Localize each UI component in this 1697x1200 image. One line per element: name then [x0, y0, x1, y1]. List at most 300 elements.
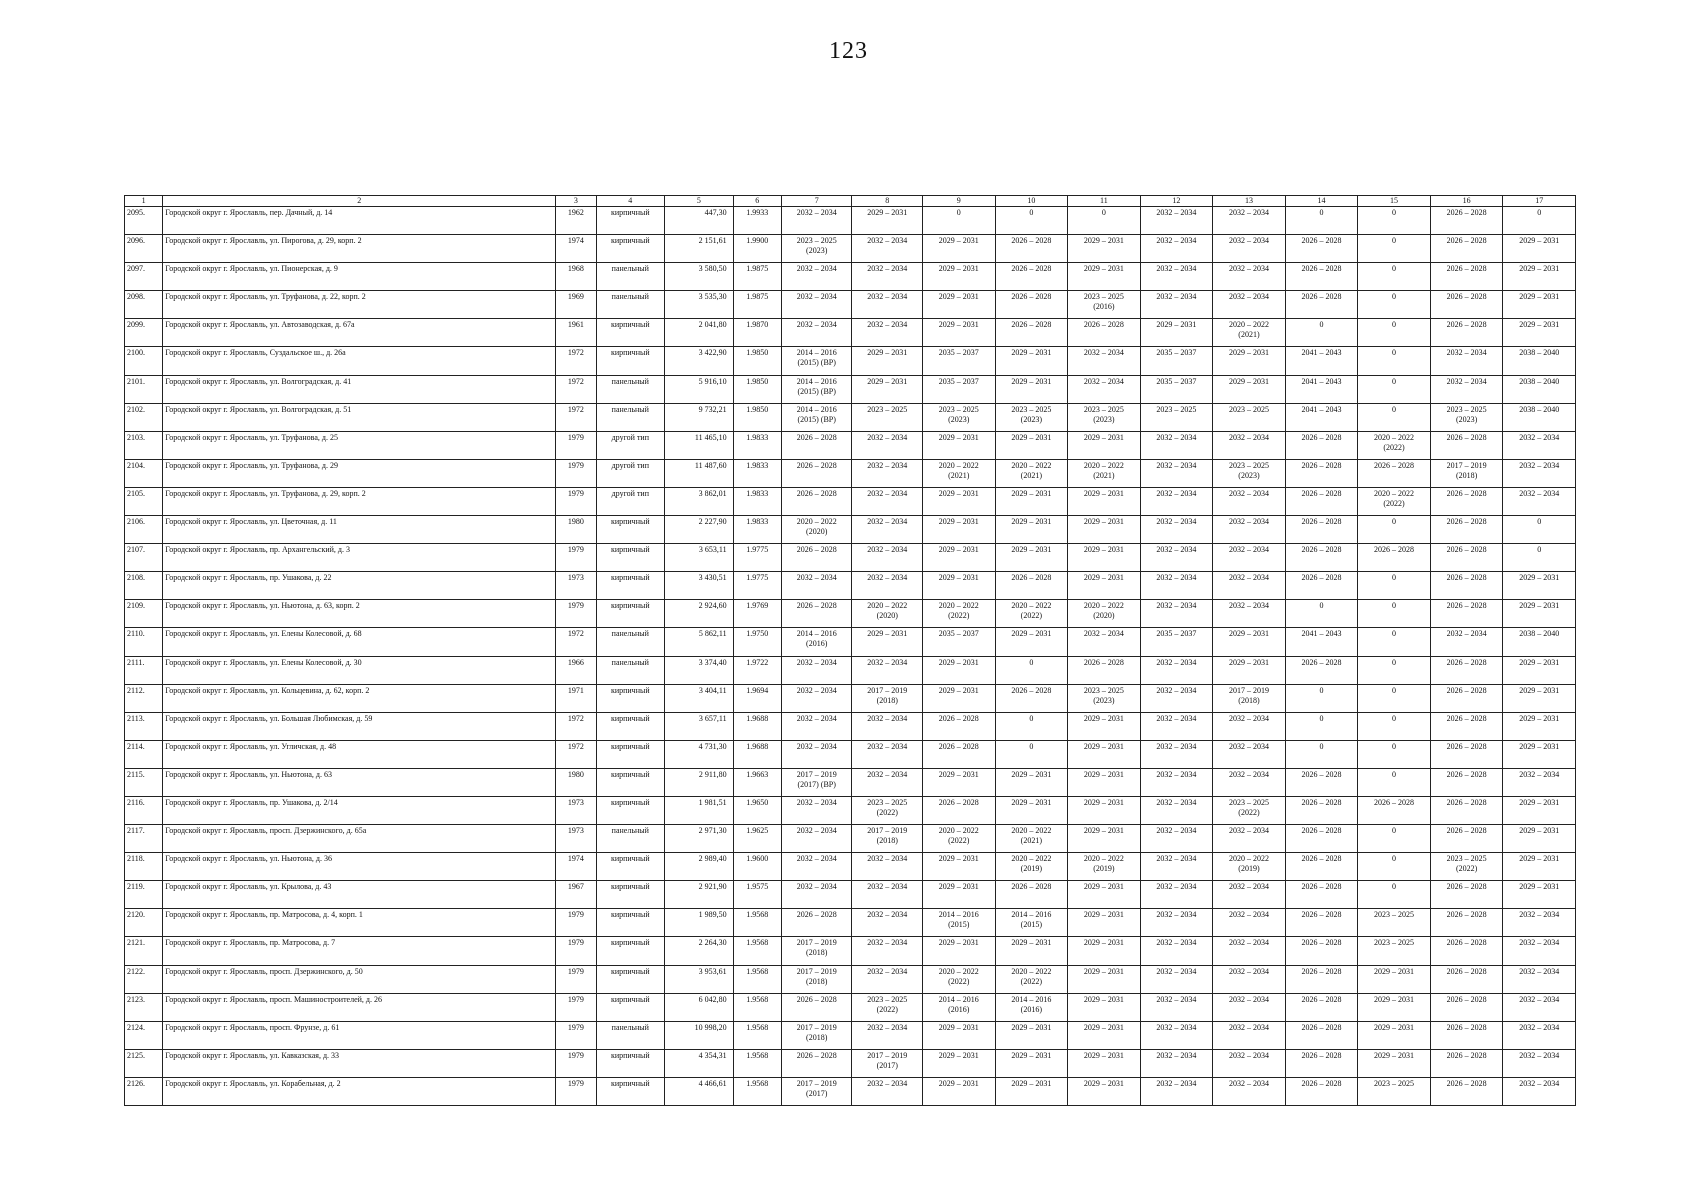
period-cell: 2020 – 2022 (2021)	[923, 459, 996, 487]
period-cell: 2017 – 2019 (2018)	[852, 825, 923, 853]
table-row	[125, 1077, 1576, 1105]
period-cell: 2032 – 2034	[1140, 740, 1213, 768]
period-cell: 2026 – 2028	[1430, 235, 1503, 263]
priority-cell: 1.9833	[733, 487, 781, 515]
period-cell: 2029 – 2031	[1503, 291, 1576, 319]
address-cell: Городской округ г. Ярославль, ул. Ньютона, д. 63	[163, 768, 556, 796]
priority-cell: 1.9870	[733, 319, 781, 347]
address-cell: Городской округ г. Ярославль, ул. Пионерская, д. 9	[163, 263, 556, 291]
period-cell: 2032 – 2034	[1213, 600, 1286, 628]
wall-material-cell: другой тип	[596, 487, 665, 515]
period-cell: 2029 – 2031	[923, 853, 996, 881]
address-cell: Городской округ г. Ярославль, ул. Волгоградская, д. 41	[163, 375, 556, 403]
year-cell: 1971	[556, 684, 596, 712]
period-cell: 0	[1358, 235, 1431, 263]
address-cell: Городской округ г. Ярославль, ул. Кавказская, д. 33	[163, 1049, 556, 1077]
period-cell: 0	[1285, 712, 1358, 740]
column-number: 3	[556, 196, 596, 207]
wall-material-cell: панельный	[596, 825, 665, 853]
wall-material-cell: кирпичный	[596, 881, 665, 909]
wall-material-cell: другой тип	[596, 459, 665, 487]
period-cell: 2020 – 2022 (2022)	[1358, 487, 1431, 515]
period-cell: 2032 – 2034	[852, 235, 923, 263]
period-cell: 2032 – 2034	[1503, 768, 1576, 796]
period-cell: 2032 – 2034	[1503, 993, 1576, 1021]
period-cell: 2023 – 2025 (2023)	[995, 403, 1068, 431]
period-cell: 2026 – 2028	[1430, 431, 1503, 459]
wall-material-cell: панельный	[596, 375, 665, 403]
column-number: 8	[852, 196, 923, 207]
priority-cell: 1.9933	[733, 207, 781, 235]
period-cell: 0	[1358, 375, 1431, 403]
row-number-cell: 2105.	[125, 487, 163, 515]
address-cell: Городской округ г. Ярославль, просп. Машиностроителей, д. 26	[163, 993, 556, 1021]
year-cell: 1972	[556, 347, 596, 375]
period-cell: 2029 – 2031	[923, 1049, 996, 1077]
wall-material-cell: кирпичный	[596, 1049, 665, 1077]
year-cell: 1979	[556, 909, 596, 937]
period-cell: 2032 – 2034	[1213, 1049, 1286, 1077]
wall-material-cell: кирпичный	[596, 684, 665, 712]
period-cell: 0	[1358, 291, 1431, 319]
period-cell: 0	[1358, 572, 1431, 600]
period-cell: 2014 – 2016 (2015) (ВР)	[781, 403, 852, 431]
period-cell: 2029 – 2031	[1503, 881, 1576, 909]
period-cell: 0	[1358, 516, 1431, 544]
period-cell: 2029 – 2031	[1503, 656, 1576, 684]
row-number-cell: 2118.	[125, 853, 163, 881]
wall-material-cell: кирпичный	[596, 796, 665, 824]
priority-cell: 1.9688	[733, 740, 781, 768]
period-cell: 2026 – 2028	[995, 263, 1068, 291]
period-cell: 2032 – 2034	[781, 796, 852, 824]
period-cell: 2029 – 2031	[995, 768, 1068, 796]
period-cell: 2026 – 2028	[1285, 263, 1358, 291]
period-cell: 2032 – 2034	[1068, 628, 1141, 656]
area-cell: 4 731,30	[665, 740, 734, 768]
period-cell: 2032 – 2034	[1140, 1077, 1213, 1105]
period-cell: 0	[1358, 740, 1431, 768]
table-row	[125, 796, 1576, 824]
period-cell: 2032 – 2034	[781, 572, 852, 600]
period-cell: 2026 – 2028	[1430, 768, 1503, 796]
priority-cell: 1.9575	[733, 881, 781, 909]
period-cell: 2026 – 2028	[1430, 1077, 1503, 1105]
period-cell: 2035 – 2037	[923, 375, 996, 403]
period-cell: 2029 – 2031	[1068, 740, 1141, 768]
period-cell: 2038 – 2040	[1503, 403, 1576, 431]
period-cell: 2029 – 2031	[1068, 431, 1141, 459]
priority-cell: 1.9568	[733, 993, 781, 1021]
area-cell: 3 374,40	[665, 656, 734, 684]
wall-material-cell: кирпичный	[596, 712, 665, 740]
period-cell: 2029 – 2031	[995, 431, 1068, 459]
period-cell: 2026 – 2028	[995, 684, 1068, 712]
year-cell: 1979	[556, 600, 596, 628]
period-cell: 2029 – 2031	[1140, 319, 1213, 347]
table-row	[125, 853, 1576, 881]
column-number: 16	[1430, 196, 1503, 207]
period-cell: 0	[1358, 207, 1431, 235]
period-cell: 2032 – 2034	[1140, 684, 1213, 712]
year-cell: 1973	[556, 796, 596, 824]
table-header	[125, 196, 1576, 207]
period-cell: 2029 – 2031	[1068, 796, 1141, 824]
period-cell: 2026 – 2028	[1430, 937, 1503, 965]
period-cell: 2026 – 2028	[1430, 1021, 1503, 1049]
period-cell: 2032 – 2034	[1140, 853, 1213, 881]
period-cell: 2032 – 2034	[1503, 431, 1576, 459]
period-cell: 0	[1285, 740, 1358, 768]
table-row	[125, 431, 1576, 459]
period-cell: 2032 – 2034	[1140, 712, 1213, 740]
period-cell: 2032 – 2034	[1140, 487, 1213, 515]
wall-material-cell: кирпичный	[596, 909, 665, 937]
period-cell: 2032 – 2034	[1503, 1049, 1576, 1077]
priority-cell: 1.9875	[733, 263, 781, 291]
period-cell: 2029 – 2031	[923, 937, 996, 965]
area-cell: 11 465,10	[665, 431, 734, 459]
wall-material-cell: панельный	[596, 403, 665, 431]
column-number: 11	[1068, 196, 1141, 207]
year-cell: 1966	[556, 656, 596, 684]
period-cell: 2032 – 2034	[1213, 740, 1286, 768]
period-cell: 2029 – 2031	[1503, 825, 1576, 853]
period-cell: 2026 – 2028	[1285, 1077, 1358, 1105]
period-cell: 2032 – 2034	[852, 516, 923, 544]
period-cell: 2029 – 2031	[852, 207, 923, 235]
table-row	[125, 825, 1576, 853]
period-cell: 2014 – 2016 (2015)	[923, 909, 996, 937]
period-cell: 2029 – 2031	[923, 291, 996, 319]
period-cell: 0	[1285, 684, 1358, 712]
period-cell: 2026 – 2028	[1430, 207, 1503, 235]
period-cell: 2026 – 2028	[1285, 909, 1358, 937]
year-cell: 1972	[556, 628, 596, 656]
period-cell: 0	[995, 207, 1068, 235]
wall-material-cell: кирпичный	[596, 740, 665, 768]
priority-cell: 1.9875	[733, 291, 781, 319]
period-cell: 2026 – 2028	[1285, 1021, 1358, 1049]
period-cell: 2026 – 2028	[781, 487, 852, 515]
period-cell: 2032 – 2034	[852, 459, 923, 487]
address-cell: Городской округ г. Ярославль, просп. Фрунзе, д. 61	[163, 1021, 556, 1049]
priority-cell: 1.9688	[733, 712, 781, 740]
priority-cell: 1.9750	[733, 628, 781, 656]
period-cell: 2020 – 2022 (2022)	[1358, 431, 1431, 459]
period-cell: 2026 – 2028	[1430, 487, 1503, 515]
table-row	[125, 768, 1576, 796]
year-cell: 1979	[556, 1049, 596, 1077]
period-cell: 2032 – 2034	[1213, 993, 1286, 1021]
priority-cell: 1.9650	[733, 796, 781, 824]
column-number-row	[125, 196, 1576, 207]
period-cell: 2014 – 2016 (2015) (ВР)	[781, 375, 852, 403]
address-cell: Городской округ г. Ярославль, ул. Труфанова, д. 29, корп. 2	[163, 487, 556, 515]
period-cell: 2029 – 2031	[923, 768, 996, 796]
period-cell: 2032 – 2034	[1213, 909, 1286, 937]
period-cell: 2020 – 2022 (2020)	[1068, 600, 1141, 628]
table-body	[125, 207, 1576, 1106]
period-cell: 2029 – 2031	[1503, 263, 1576, 291]
period-cell: 2032 – 2034	[1430, 347, 1503, 375]
priority-cell: 1.9568	[733, 1077, 781, 1105]
address-cell: Городской округ г. Ярославль, ул. Ньютона, д. 36	[163, 853, 556, 881]
period-cell: 2017 – 2019 (2017)	[781, 1077, 852, 1105]
priority-cell: 1.9625	[733, 825, 781, 853]
priority-cell: 1.9568	[733, 1049, 781, 1077]
table-row	[125, 516, 1576, 544]
area-cell: 1 989,50	[665, 909, 734, 937]
period-cell: 2032 – 2034	[1213, 768, 1286, 796]
period-cell: 2026 – 2028	[1430, 881, 1503, 909]
period-cell: 2029 – 2031	[923, 656, 996, 684]
period-cell: 2026 – 2028	[1430, 1049, 1503, 1077]
year-cell: 1962	[556, 207, 596, 235]
table-row	[125, 881, 1576, 909]
address-cell: Городской округ г. Ярославль, ул. Труфанова, д. 25	[163, 431, 556, 459]
period-cell: 2026 – 2028	[781, 909, 852, 937]
period-cell: 2029 – 2031	[1068, 937, 1141, 965]
period-cell: 2032 – 2034	[1213, 516, 1286, 544]
table-row	[125, 375, 1576, 403]
year-cell: 1972	[556, 740, 596, 768]
wall-material-cell: кирпичный	[596, 993, 665, 1021]
period-cell: 2029 – 2031	[995, 347, 1068, 375]
period-cell: 0	[1358, 263, 1431, 291]
period-cell: 2032 – 2034	[1140, 768, 1213, 796]
column-number: 7	[781, 196, 852, 207]
period-cell: 2032 – 2034	[1140, 572, 1213, 600]
period-cell: 0	[1358, 628, 1431, 656]
period-cell: 2032 – 2034	[852, 1077, 923, 1105]
area-cell: 9 732,21	[665, 403, 734, 431]
period-cell: 0	[1358, 881, 1431, 909]
period-cell: 2014 – 2016 (2016)	[781, 628, 852, 656]
period-cell: 2038 – 2040	[1503, 347, 1576, 375]
priority-cell: 1.9833	[733, 459, 781, 487]
area-cell: 3 657,11	[665, 712, 734, 740]
row-number-cell: 2108.	[125, 572, 163, 600]
column-number: 15	[1358, 196, 1431, 207]
period-cell: 2026 – 2028	[1430, 740, 1503, 768]
year-cell: 1973	[556, 572, 596, 600]
period-cell: 2032 – 2034	[852, 712, 923, 740]
year-cell: 1980	[556, 768, 596, 796]
period-cell: 2032 – 2034	[781, 656, 852, 684]
address-cell: Городской округ г. Ярославль, ул. Крылова, д. 43	[163, 881, 556, 909]
row-number-cell: 2110.	[125, 628, 163, 656]
priority-cell: 1.9775	[733, 544, 781, 572]
period-cell: 2032 – 2034	[781, 684, 852, 712]
period-cell: 2020 – 2022 (2022)	[995, 965, 1068, 993]
period-cell: 0	[1285, 600, 1358, 628]
period-cell: 2032 – 2034	[852, 881, 923, 909]
period-cell: 2029 – 2031	[1068, 993, 1141, 1021]
row-number-cell: 2097.	[125, 263, 163, 291]
priority-cell: 1.9769	[733, 600, 781, 628]
wall-material-cell: панельный	[596, 291, 665, 319]
period-cell: 2029 – 2031	[852, 375, 923, 403]
wall-material-cell: кирпичный	[596, 347, 665, 375]
table-row	[125, 600, 1576, 628]
period-cell: 2014 – 2016 (2016)	[923, 993, 996, 1021]
period-cell: 2029 – 2031	[1503, 740, 1576, 768]
period-cell: 0	[1358, 347, 1431, 375]
priority-cell: 1.9850	[733, 375, 781, 403]
period-cell: 2023 – 2025	[1140, 403, 1213, 431]
period-cell: 2026 – 2028	[923, 712, 996, 740]
period-cell: 2032 – 2034	[852, 853, 923, 881]
year-cell: 1979	[556, 937, 596, 965]
period-cell: 2029 – 2031	[1068, 516, 1141, 544]
period-cell: 2026 – 2028	[1430, 965, 1503, 993]
period-cell: 2032 – 2034	[1068, 375, 1141, 403]
period-cell: 2032 – 2034	[781, 825, 852, 853]
period-cell: 2023 – 2025 (2023)	[923, 403, 996, 431]
period-cell: 2026 – 2028	[1285, 572, 1358, 600]
period-cell: 2026 – 2028	[781, 600, 852, 628]
period-cell: 2020 – 2022 (2019)	[1068, 853, 1141, 881]
period-cell: 2032 – 2034	[1503, 909, 1576, 937]
year-cell: 1972	[556, 712, 596, 740]
period-cell: 2029 – 2031	[1358, 993, 1431, 1021]
period-cell: 2032 – 2034	[1140, 431, 1213, 459]
address-cell: Городской округ г. Ярославль, пр. Матросова, д. 4, корп. 1	[163, 909, 556, 937]
period-cell: 2032 – 2034	[1140, 909, 1213, 937]
period-cell: 2029 – 2031	[1358, 1021, 1431, 1049]
year-cell: 1979	[556, 544, 596, 572]
period-cell: 2026 – 2028	[1430, 909, 1503, 937]
period-cell: 2032 – 2034	[1213, 572, 1286, 600]
period-cell: 2032 – 2034	[1140, 207, 1213, 235]
period-cell: 2032 – 2034	[1213, 207, 1286, 235]
period-cell: 2023 – 2025 (2023)	[781, 235, 852, 263]
period-cell: 2029 – 2031	[1213, 347, 1286, 375]
period-cell: 2032 – 2034	[852, 319, 923, 347]
area-cell: 4 354,31	[665, 1049, 734, 1077]
column-number: 14	[1285, 196, 1358, 207]
period-cell: 0	[1358, 600, 1431, 628]
period-cell: 2032 – 2034	[1068, 347, 1141, 375]
wall-material-cell: кирпичный	[596, 1077, 665, 1105]
period-cell: 2026 – 2028	[1358, 459, 1431, 487]
address-cell: Городской округ г. Ярославль, ул. Труфанова, д. 22, корп. 2	[163, 291, 556, 319]
period-cell: 2032 – 2034	[1140, 291, 1213, 319]
column-number: 13	[1213, 196, 1286, 207]
column-number: 12	[1140, 196, 1213, 207]
row-number-cell: 2116.	[125, 796, 163, 824]
period-cell: 2032 – 2034	[1140, 1021, 1213, 1049]
period-cell: 2026 – 2028	[1285, 1049, 1358, 1077]
period-cell: 2032 – 2034	[1140, 825, 1213, 853]
period-cell: 2029 – 2031	[1503, 600, 1576, 628]
address-cell: Городской округ г. Ярославль, ул. Пирогова, д. 29, корп. 2	[163, 235, 556, 263]
area-cell: 3 862,01	[665, 487, 734, 515]
table-row	[125, 965, 1576, 993]
period-cell: 2026 – 2028	[1285, 965, 1358, 993]
period-cell: 2020 – 2022 (2021)	[1213, 319, 1286, 347]
period-cell: 2029 – 2031	[1068, 965, 1141, 993]
period-cell: 2029 – 2031	[923, 235, 996, 263]
period-cell: 2029 – 2031	[1503, 572, 1576, 600]
period-cell: 2020 – 2022 (2019)	[1213, 853, 1286, 881]
period-cell: 2020 – 2022 (2022)	[923, 825, 996, 853]
period-cell: 2023 – 2025	[852, 403, 923, 431]
year-cell: 1967	[556, 881, 596, 909]
column-number: 10	[995, 196, 1068, 207]
area-cell: 6 042,80	[665, 993, 734, 1021]
period-cell: 2026 – 2028	[1285, 881, 1358, 909]
area-cell: 3 953,61	[665, 965, 734, 993]
area-cell: 5 862,11	[665, 628, 734, 656]
period-cell: 2026 – 2028	[1068, 319, 1141, 347]
year-cell: 1979	[556, 487, 596, 515]
wall-material-cell: кирпичный	[596, 235, 665, 263]
period-cell: 2032 – 2034	[781, 881, 852, 909]
period-cell: 2032 – 2034	[852, 1021, 923, 1049]
table-row	[125, 1049, 1576, 1077]
table-row	[125, 937, 1576, 965]
period-cell: 2026 – 2028	[1430, 572, 1503, 600]
period-cell: 2032 – 2034	[1140, 881, 1213, 909]
period-cell: 2017 – 2019 (2018)	[1430, 459, 1503, 487]
period-cell: 2032 – 2034	[1213, 881, 1286, 909]
column-number: 2	[163, 196, 556, 207]
wall-material-cell: кирпичный	[596, 853, 665, 881]
wall-material-cell: панельный	[596, 628, 665, 656]
period-cell: 2026 – 2028	[1430, 263, 1503, 291]
priority-cell: 1.9850	[733, 403, 781, 431]
period-cell: 2032 – 2034	[852, 909, 923, 937]
row-number-cell: 2123.	[125, 993, 163, 1021]
period-cell: 2029 – 2031	[852, 347, 923, 375]
address-cell: Городской округ г. Ярославль, ул. Цветочная, д. 11	[163, 516, 556, 544]
period-cell: 2026 – 2028	[1430, 516, 1503, 544]
period-cell: 2032 – 2034	[1140, 796, 1213, 824]
period-cell: 2026 – 2028	[1430, 825, 1503, 853]
period-cell: 2023 – 2025	[1358, 909, 1431, 937]
year-cell: 1979	[556, 965, 596, 993]
period-cell: 2026 – 2028	[781, 1049, 852, 1077]
period-cell: 0	[1285, 319, 1358, 347]
area-cell: 2 264,30	[665, 937, 734, 965]
period-cell: 2026 – 2028	[1285, 937, 1358, 965]
address-cell: Городской округ г. Ярославль, ул. Труфанова, д. 29	[163, 459, 556, 487]
table-row	[125, 403, 1576, 431]
area-cell: 3 430,51	[665, 572, 734, 600]
wall-material-cell: кирпичный	[596, 768, 665, 796]
period-cell: 2023 – 2025 (2023)	[1068, 684, 1141, 712]
period-cell: 0	[1358, 684, 1431, 712]
wall-material-cell: панельный	[596, 263, 665, 291]
period-cell: 2026 – 2028	[1430, 796, 1503, 824]
period-cell: 2032 – 2034	[1503, 1021, 1576, 1049]
period-cell: 2032 – 2034	[1213, 544, 1286, 572]
period-cell: 2026 – 2028	[781, 993, 852, 1021]
period-cell: 2029 – 2031	[1068, 263, 1141, 291]
period-cell: 0	[995, 740, 1068, 768]
period-cell: 2032 – 2034	[1503, 459, 1576, 487]
period-cell: 2014 – 2016 (2015) (ВР)	[781, 347, 852, 375]
period-cell: 2023 – 2025 (2023)	[1430, 403, 1503, 431]
period-cell: 2032 – 2034	[1140, 1049, 1213, 1077]
period-cell: 2041 – 2043	[1285, 628, 1358, 656]
period-cell: 2023 – 2025 (2022)	[1430, 853, 1503, 881]
period-cell: 2035 – 2037	[923, 347, 996, 375]
column-number: 1	[125, 196, 163, 207]
column-number: 9	[923, 196, 996, 207]
